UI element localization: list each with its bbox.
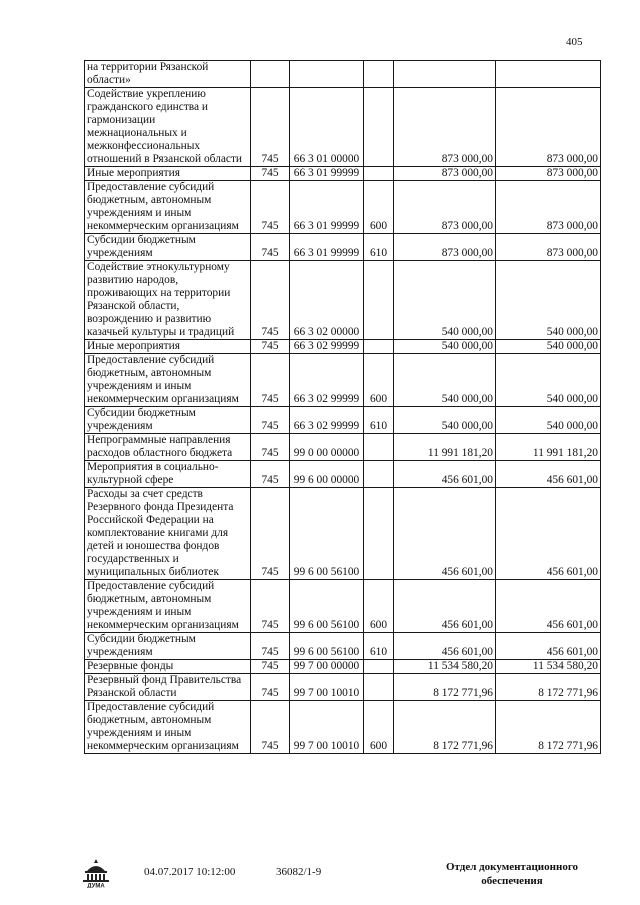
cell-target-article: 99 7 00 00000 xyxy=(290,660,364,674)
cell-expense-type xyxy=(364,88,394,167)
cell-amount-1: 540 000,00 xyxy=(394,354,496,407)
footer-registration-number: 36082/1-9 xyxy=(276,866,322,878)
table-row xyxy=(85,488,601,580)
cell-name: Резервный фонд Правительства Рязанской области xyxy=(85,674,251,701)
cell-department-code: 745 xyxy=(251,88,290,167)
cell-expense-type: 600 xyxy=(364,580,394,633)
table-row xyxy=(85,434,601,461)
cell-expense-type: 600 xyxy=(364,701,394,754)
cell-name: Иные мероприятия xyxy=(85,167,251,181)
cell-target-article: 99 0 00 00000 xyxy=(290,434,364,461)
cell-department-code: 745 xyxy=(251,580,290,633)
cell-amount-1: 11 534 580,20 xyxy=(394,660,496,674)
cell-department-code: 745 xyxy=(251,167,290,181)
cell-amount-2: 540 000,00 xyxy=(496,354,601,407)
cell-name: Иные мероприятия xyxy=(85,340,251,354)
cell-target-article: 66 3 01 99999 xyxy=(290,181,364,234)
cell-department-code: 745 xyxy=(251,261,290,340)
cell-name: Предоставление субсидий бюджетным, автономным учреждениям и иным некоммерческим организациям xyxy=(85,181,251,234)
cell-name: Предоставление субсидий бюджетным, автономным учреждениям и иным некоммерческим организациям xyxy=(85,701,251,754)
table-row xyxy=(85,354,601,407)
cell-expense-type xyxy=(364,488,394,580)
cell-amount-1: 873 000,00 xyxy=(394,181,496,234)
cell-target-article: 99 7 00 10010 xyxy=(290,674,364,701)
cell-expense-type: 600 xyxy=(364,354,394,407)
logo-text: ДУМА xyxy=(87,883,105,888)
stamp-line-2: обеспечения xyxy=(481,875,543,887)
cell-expense-type: 610 xyxy=(364,633,394,660)
cell-name: Субсидии бюджетным учреждениям xyxy=(85,633,251,660)
cell-expense-type xyxy=(364,261,394,340)
stamp-line-1: Отдел документационного xyxy=(445,861,579,873)
cell-amount-2: 8 172 771,96 xyxy=(496,701,601,754)
cell-expense-type xyxy=(364,660,394,674)
cell-amount-2: 456 601,00 xyxy=(496,461,601,488)
cell-amount-2: 8 172 771,96 xyxy=(496,674,601,701)
footer-timestamp: 04.07.2017 10:12:00 xyxy=(144,866,236,878)
cell-target-article: 66 3 02 00000 xyxy=(290,261,364,340)
table-row xyxy=(85,88,601,167)
cell-target-article: 99 6 00 56100 xyxy=(290,488,364,580)
cell-department-code: 745 xyxy=(251,674,290,701)
duma-logo-icon xyxy=(76,856,116,888)
cell-department-code: 745 xyxy=(251,633,290,660)
cell-amount-1: 8 172 771,96 xyxy=(394,674,496,701)
cell-amount-1 xyxy=(394,61,496,88)
cell-department-code xyxy=(251,61,290,88)
table-row xyxy=(85,61,601,88)
cell-target-article: 66 3 02 99999 xyxy=(290,340,364,354)
cell-amount-1: 540 000,00 xyxy=(394,407,496,434)
cell-amount-1: 456 601,00 xyxy=(394,488,496,580)
cell-amount-2: 540 000,00 xyxy=(496,261,601,340)
cell-name: на территории Рязанской области» xyxy=(85,61,251,88)
cell-amount-1: 456 601,00 xyxy=(394,633,496,660)
cell-name: Субсидии бюджетным учреждениям xyxy=(85,234,251,261)
table-row xyxy=(85,234,601,261)
cell-expense-type xyxy=(364,340,394,354)
cell-department-code: 745 xyxy=(251,660,290,674)
cell-department-code: 745 xyxy=(251,434,290,461)
cell-name: Мероприятия в социально-культурной сфере xyxy=(85,461,251,488)
cell-expense-type xyxy=(364,674,394,701)
cell-amount-1: 873 000,00 xyxy=(394,88,496,167)
table-row xyxy=(85,674,601,701)
cell-target-article: 99 7 00 10010 xyxy=(290,701,364,754)
cell-amount-1: 456 601,00 xyxy=(394,580,496,633)
cell-target-article: 66 3 01 99999 xyxy=(290,167,364,181)
table-row xyxy=(85,407,601,434)
cell-department-code: 745 xyxy=(251,340,290,354)
cell-department-code: 745 xyxy=(251,461,290,488)
cell-expense-type: 610 xyxy=(364,407,394,434)
table-row xyxy=(85,461,601,488)
cell-target-article: 99 6 00 56100 xyxy=(290,633,364,660)
cell-name: Содействие этнокультурному развитию народов, проживающих на территории Рязанской области, возрождению и развитию казачьей культуры и традиций xyxy=(85,261,251,340)
table-row xyxy=(85,167,601,181)
cell-amount-2: 456 601,00 xyxy=(496,633,601,660)
cell-department-code: 745 xyxy=(251,354,290,407)
cell-name: Предоставление субсидий бюджетным, автономным учреждениям и иным некоммерческим организациям xyxy=(85,580,251,633)
cell-amount-2: 456 601,00 xyxy=(496,580,601,633)
table-row xyxy=(85,701,601,754)
cell-amount-1: 11 991 181,20 xyxy=(394,434,496,461)
cell-amount-2: 873 000,00 xyxy=(496,181,601,234)
cell-name: Непрограммные направления расходов областного бюджета xyxy=(85,434,251,461)
page-number: 405 xyxy=(566,36,583,48)
cell-expense-type xyxy=(364,461,394,488)
cell-amount-1: 540 000,00 xyxy=(394,340,496,354)
cell-name: Содействие укреплению гражданского единства и гармонизации межнациональных и межконфессиональных отношений в Рязанской области xyxy=(85,88,251,167)
cell-department-code: 745 xyxy=(251,234,290,261)
table-row xyxy=(85,181,601,234)
cell-department-code: 745 xyxy=(251,181,290,234)
cell-target-article: 66 3 01 99999 xyxy=(290,234,364,261)
cell-amount-2: 540 000,00 xyxy=(496,340,601,354)
cell-target-article xyxy=(290,61,364,88)
cell-amount-2: 11 991 181,20 xyxy=(496,434,601,461)
budget-table xyxy=(84,60,601,754)
table-row xyxy=(85,580,601,633)
cell-expense-type xyxy=(364,167,394,181)
cell-name: Расходы за счет средств Резервного фонда Президента Российской Федерации на комплектование книгами для детей и юношества фондов государственных и муниципальных библиотек xyxy=(85,488,251,580)
cell-amount-2: 456 601,00 xyxy=(496,488,601,580)
cell-name: Предоставление субсидий бюджетным, автономным учреждениям и иным некоммерческим организациям xyxy=(85,354,251,407)
table-row xyxy=(85,261,601,340)
cell-name: Субсидии бюджетным учреждениям xyxy=(85,407,251,434)
table-row xyxy=(85,633,601,660)
cell-expense-type: 600 xyxy=(364,181,394,234)
cell-amount-1: 8 172 771,96 xyxy=(394,701,496,754)
table-body xyxy=(85,61,601,754)
cell-amount-1: 456 601,00 xyxy=(394,461,496,488)
cell-name: Резервные фонды xyxy=(85,660,251,674)
cell-amount-2: 873 000,00 xyxy=(496,167,601,181)
cell-expense-type xyxy=(364,61,394,88)
cell-amount-1: 540 000,00 xyxy=(394,261,496,340)
cell-amount-2: 11 534 580,20 xyxy=(496,660,601,674)
department-stamp xyxy=(432,860,592,888)
cell-amount-1: 873 000,00 xyxy=(394,234,496,261)
cell-amount-2: 873 000,00 xyxy=(496,88,601,167)
cell-expense-type xyxy=(364,434,394,461)
cell-target-article: 99 6 00 56100 xyxy=(290,580,364,633)
cell-expense-type: 610 xyxy=(364,234,394,261)
cell-amount-2: 540 000,00 xyxy=(496,407,601,434)
cell-target-article: 66 3 02 99999 xyxy=(290,354,364,407)
table-row xyxy=(85,660,601,674)
cell-target-article: 66 3 01 00000 xyxy=(290,88,364,167)
table-row xyxy=(85,340,601,354)
cell-target-article: 99 6 00 00000 xyxy=(290,461,364,488)
cell-amount-2 xyxy=(496,61,601,88)
cell-department-code: 745 xyxy=(251,488,290,580)
cell-amount-2: 873 000,00 xyxy=(496,234,601,261)
cell-target-article: 66 3 02 99999 xyxy=(290,407,364,434)
cell-department-code: 745 xyxy=(251,407,290,434)
cell-amount-1: 873 000,00 xyxy=(394,167,496,181)
cell-department-code: 745 xyxy=(251,701,290,754)
